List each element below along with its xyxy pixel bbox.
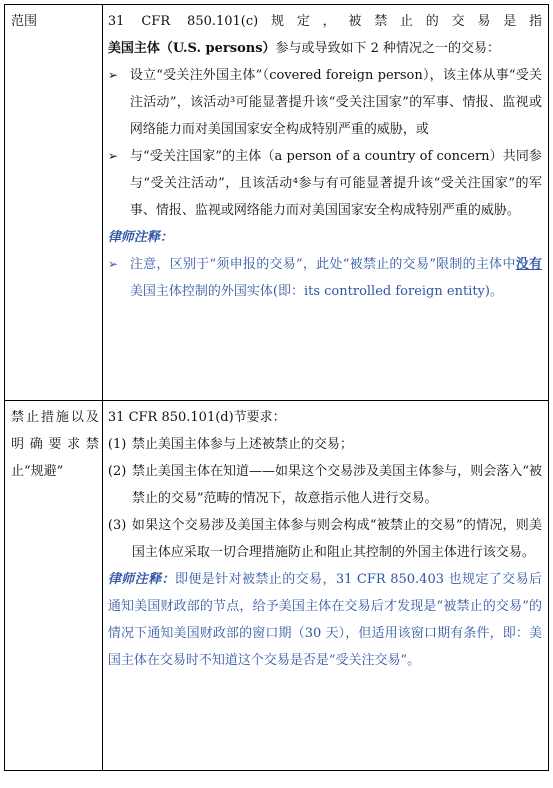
bullet-text-2: 与“受关注国家”的主体（a person of a country of concern）共同参与“受关注活动”，且该活动⁴参与有可能显著提升该“受关注国家”的军事、情报、监视或网络能力而对美国国家安全构成特别严重的威胁。 [129,149,542,218]
bullet-text-1: 设立“受关注外国主体”（covered foreign person），该主体从事“受关注活动”，该活动³可能显著提升该“受关注国家”的军事、情报、监视或网络能力而对美国国家安全构成特别严重的威胁，或 [129,68,542,137]
scope-intro-bold: 美国主体（U.S. persons） [107,41,276,56]
prohibitions-intro: 31 CFR 850.101(d)节要求： [107,410,286,425]
note-title: 律师注释： [107,230,173,245]
scope-intro-text-b: 参与或导致如下 2 种情况之一的交易： [275,41,501,56]
row-body-prohibitions [102,401,548,771]
note-title: 律师注释： [107,572,175,587]
row-body-scope [102,5,548,401]
row-label-scope: 范围 [5,5,103,401]
item-text: 如果这个交易涉及美国主体参与则会构成“被禁止的交易”的情况，则美国主体应采取一切合理措施防止和阻止其控制的外国主体进行该交易。 [131,518,542,560]
lawyer-note-title-1 [108,224,542,251]
arrow-bullet-icon: ➢ [107,257,118,271]
list-item [108,458,542,512]
note-text-a: 注意，区别于“须申报的交易”，此处“被禁止的交易”限制的主体中 [129,257,516,272]
scope-intro [108,8,542,62]
list-item [108,62,542,143]
scope-intro-text-a: 31 CFR 850.101(c)规定，被禁止的交易是指 [107,14,542,29]
table-row-scope [5,5,549,401]
item-number: (2) [107,464,127,479]
list-item [108,251,542,305]
arrow-bullet-icon: ➢ [107,68,118,82]
note-underline: 没有 [515,257,542,272]
item-number: (3) [107,518,127,533]
row-label-prohibitions: 禁止措施以及明确要求禁止“规避” [5,401,103,771]
list-item [108,512,542,566]
note-text: 即便是针对被禁止的交易，31 CFR 850.403 也规定了交易后通知美国财政部的节点，给予美国主体在交易后才发现是“被禁止的交易”的情况下通知美国财政部的窗口期（30 天），但适用该窗口期有条件，即：美国主体在交易时不知道这个交易是否是“受关注交易”。 [107,572,542,668]
lawyer-note-2 [108,566,542,674]
item-text: 禁止美国主体参与上述被禁止的交易； [131,437,353,452]
regulation-table [4,4,549,771]
list-item [108,143,542,224]
table-row-prohibitions [5,401,549,771]
note-text-1 [130,251,542,305]
item-number: (1) [107,437,127,452]
arrow-bullet-icon: ➢ [107,149,118,163]
note-text-b: 美国主体控制的外国实体(即：its controlled foreign entity)。 [129,284,503,299]
list-item [108,431,542,458]
item-text: 禁止美国主体在知道——如果这个交易涉及美国主体参与，则会落入“被禁止的交易”范畴的情况下，故意指示他人进行交易。 [131,464,542,506]
